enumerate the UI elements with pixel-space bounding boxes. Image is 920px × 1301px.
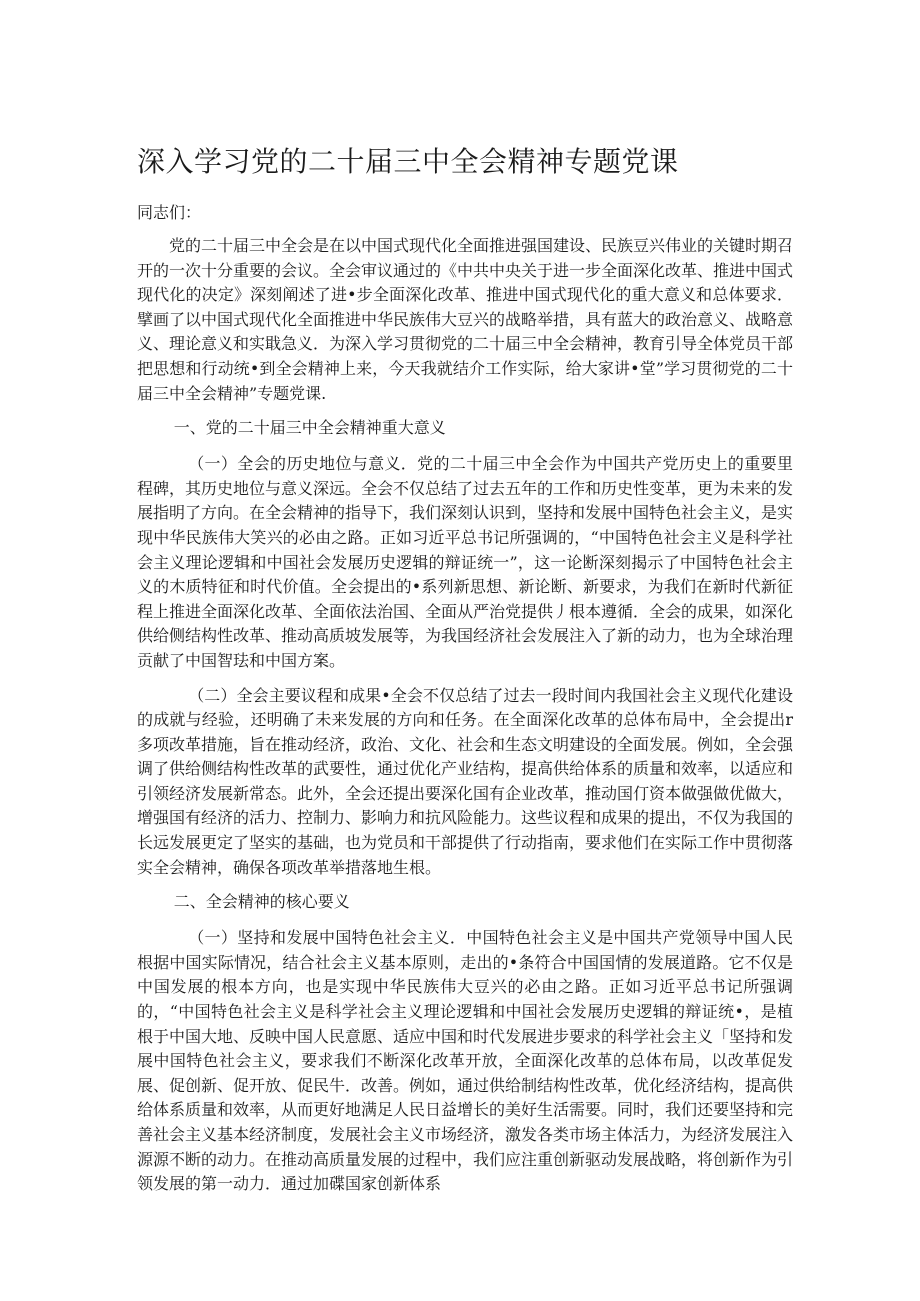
- document-title: 深入学习党的二十届三中全会精神专题党课: [137, 145, 679, 178]
- salutation: 同志们：: [137, 203, 202, 222]
- document-body: [137, 234, 793, 1207]
- intro-paragraph: 党的二十届三中全会是在以中国式现代化全面推进强国建设、民族豆兴伟业的关键时期召开的一次十分重要的会议。全会审议通过的《中共中央关于进一步全面深化改革、推进中国式现代化的决定》深刻阐述了进•步全面深化改革、推进中国式现代化的重大意义和总体要求．擘画了以中国式现代化全面推进中华民族伟大豆兴的战略举措，具有蓝大的政治意义、战略意义、理论意义和实戢急义．为深入学习贯彻党的二十届三中全会精神，教育引导全体党员干部把思想和行动统•到全会精神上来，今天我就结介工作实际，给大家讲•堂”学习贯彻党的二十届三中全会精神”专题党课.: [137, 236, 794, 403]
- section-heading-2: 二、全会精神的核心要义: [173, 892, 350, 912]
- subsection-2-1: （一）坚持和发展中国特色社会主义．中国特色社会主义是中国共产党领导中国人民根据中国实际情况，结合社会主义基本原则，走出的•条符合中国国情的发展道路。它不仅是中国发展的根本方向，也是实现中华民族伟大豆兴的必由之路。正如习近平总书记所强调的，“中国特色社会主义是科学社会主义理论逻辑和中国社会发展历史逻辑的辩证统•，是植根于中国大地、反映中国人民意愿、适应中国和时代发展进步要求的科学社会主义「坚持和发展中国特色社会主义，要求我们不断深化改革开放，全面深化改革的总体布局，以改革促发展、促创新、促开放、促民牛．改善。例如，通过供给制结构性改革，优化经济结构，提高供给体系质量和效率，从而更好地满足人民日益增长的美好生活需要。同时，我们还要坚持和完善社会主义基本经济制度，发展社会主义市场经济，激发各类市场主体活力，为经济发展注入源源不断的动力。在推动高质量发展的过程中，我们应注重创新驱动发展战略，将创新作为引领发展的第一动力．通过加碟国家创新体系: [137, 928, 794, 1194]
- section-heading-1: 一、党的二十届三中全会精神重大意义: [173, 418, 446, 438]
- subsection-1-1: （一）全会的历史地位与意义．党的二十届三中全会作为中国共产党历史上的重要里程碑，其历史地位与意义深远。全会不仅总结了过去五年的工作和历史性变革，更为未来的发展指明了方向。在全会精神的指导下，我们深刻认识到，坚持和发展中国特色社会主义，是实现中华民族伟大笑兴的必由之路。正如习近平总书记所强调的，“中国特色社会主义是科学社会主义理论逻辑和中国社会发展历史逻辑的辩证统一”，这一论断深刻揭示了中国特色社会主义的木质特征和时代价值。全会提出的•系列新思想、新论断、新要求，为我们在新时代新征程上推进全面深化改革、全面依法治国、全面从严治党提供丿根本遵循．全会的成果，如深化供给侧结构性改革、推动高质坡发展等，为我国经济社会发展注入了新的动力，也为全球治理贡献了中国智珐和中国方案。: [137, 454, 794, 670]
- subsection-1-2: （二）全会主要议程和成果•全会不仅总结了过去一段时间内我国社会主义现代化建设的成就与经验，还明确了未来发展的方向和任务。在全面深化改革的总体布局中，全会提出r多项改革措施，旨在推动经济，政治、文化、社会和生态文明建设的全面发展。例如，全会强调了供给侧结构性改革的武要性，通过优化产业结构，提高供给体系的质量和效率，以适应和引领经济发展新常态。此外，全会还提出要深化国有企业改革，推动国仃资本做强做优做大，增强国有经济的活力、控制力、影响力和抗风险能力。这些议程和成果的提出，不仅为我国的长远发展更定了坚实的基础，也为党员和干部提供了行动指南，要求他们在实际工作中贯彻落实全会精神，确保各项改革举措落地生根。: [137, 685, 794, 877]
